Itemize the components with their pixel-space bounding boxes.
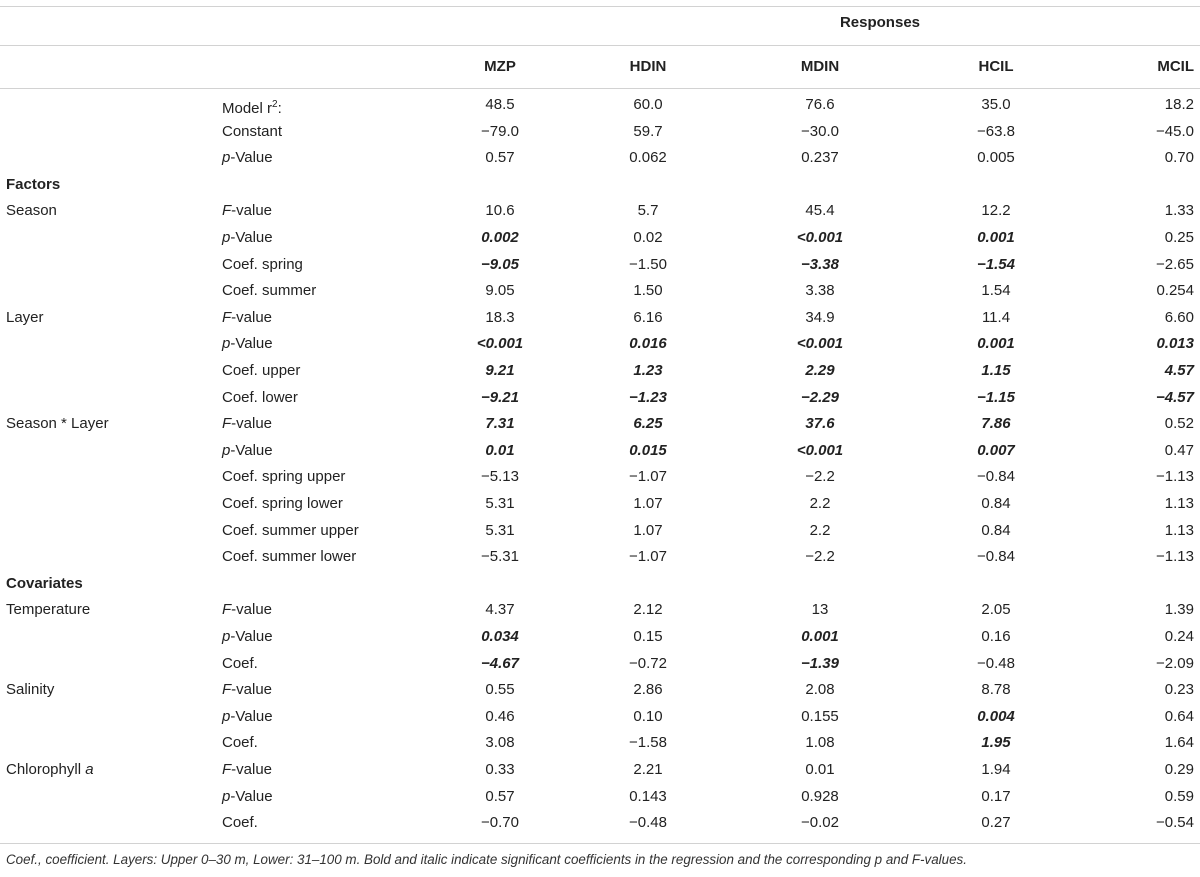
table-row <box>0 784 1200 810</box>
table-row <box>0 305 1200 331</box>
value-cell-hcil: 2.05 <box>981 601 1011 619</box>
value-cell-mzp: 5.31 <box>485 521 515 539</box>
value-cell-mzp: −79.0 <box>481 122 519 140</box>
value-cell-mzp: −5.13 <box>481 468 519 486</box>
value-cell-hcil: 8.78 <box>981 681 1011 699</box>
table-row <box>0 119 1200 145</box>
row-statistic-label: Coef. lower <box>222 388 298 406</box>
value-cell-hcil: 11.4 <box>981 308 1011 326</box>
value-cell-hdin: 60.0 <box>633 96 663 113</box>
row-statistic-label: p-Value <box>222 787 273 805</box>
value-cell-mzp: −0.70 <box>481 814 519 832</box>
section-label: Factors <box>6 175 61 193</box>
value-cell-mdin: 3.38 <box>805 282 835 300</box>
value-cell-hcil: 0.001 <box>977 229 1015 246</box>
value-cell-mzp: 0.002 <box>481 229 519 246</box>
table-row <box>0 518 1200 544</box>
section-header-row <box>0 571 1200 597</box>
column-header-hdin: HDIN <box>629 58 667 75</box>
value-cell-hcil: −1.15 <box>977 388 1015 406</box>
row-statistic-label: F-value <box>222 202 273 220</box>
value-cell-mdin: 1.08 <box>805 734 835 752</box>
value-cell-mdin: 0.001 <box>801 628 839 645</box>
value-cell-mdin: 2.2 <box>809 521 831 539</box>
table-row <box>0 278 1200 304</box>
value-cell-mcil: 4.57 <box>1164 362 1194 379</box>
row-statistic-label: Coef. spring <box>222 255 303 273</box>
value-cell-mzp: 0.55 <box>485 681 515 699</box>
value-cell-mcil: 18.2 <box>1164 96 1194 113</box>
value-cell-mdin: 37.6 <box>805 415 835 433</box>
value-cell-hdin: 6.16 <box>633 308 663 326</box>
value-cell-mcil: −1.13 <box>1156 548 1194 566</box>
value-cell-mcil: 0.29 <box>1164 761 1194 778</box>
value-cell-hcil: 0.84 <box>981 495 1011 512</box>
row-group-label: Season * Layer <box>6 415 109 433</box>
value-cell-hdin: −1.58 <box>629 734 667 752</box>
row-statistic-label: Coef. spring lower <box>222 495 343 512</box>
row-group-label: Season <box>6 202 57 220</box>
table-row <box>0 331 1200 357</box>
value-cell-hcil: 7.86 <box>981 415 1011 433</box>
row-group-label: Temperature <box>6 601 91 619</box>
value-cell-hdin: 2.21 <box>633 761 663 778</box>
responses-rule <box>0 45 1200 46</box>
value-cell-mdin: 2.2 <box>809 495 831 512</box>
value-cell-hdin: −1.23 <box>629 388 667 406</box>
row-statistic-label: p-Value <box>222 229 273 246</box>
value-cell-mcil: −45.0 <box>1156 122 1194 140</box>
value-cell-mcil: 0.70 <box>1164 149 1194 167</box>
value-cell-mcil: −2.65 <box>1156 255 1194 273</box>
value-cell-mcil: 0.59 <box>1164 787 1194 805</box>
value-cell-hcil: 0.007 <box>977 441 1015 459</box>
value-cell-hdin: 1.07 <box>633 521 663 539</box>
table-row <box>0 597 1200 623</box>
value-cell-hcil: −0.84 <box>977 468 1015 486</box>
table-row <box>0 810 1200 836</box>
table-row <box>0 757 1200 783</box>
value-cell-hcil: 35.0 <box>981 96 1011 113</box>
table-row <box>0 92 1200 118</box>
value-cell-mdin: −0.02 <box>801 814 839 832</box>
row-statistic-label: p-Value <box>222 441 273 459</box>
value-cell-mcil: 0.23 <box>1164 681 1194 699</box>
value-cell-mzp: 4.37 <box>485 601 515 619</box>
value-cell-mdin: −30.0 <box>801 122 839 140</box>
value-cell-mdin: 34.9 <box>805 308 835 326</box>
table-row <box>0 651 1200 677</box>
value-cell-hdin: 1.50 <box>633 282 663 300</box>
row-statistic-label: Model $r^2$: <box>222 99 282 117</box>
value-cell-mcil: 0.47 <box>1164 441 1194 459</box>
table-bottom-rule <box>0 843 1200 844</box>
value-cell-mdin: <0.001 <box>796 229 844 246</box>
table-row <box>0 704 1200 730</box>
value-cell-mdin: −2.2 <box>805 548 835 566</box>
value-cell-mdin: 0.01 <box>805 761 835 778</box>
value-cell-hdin: 1.23 <box>633 362 663 379</box>
table-row <box>0 464 1200 490</box>
row-statistic-label: Coef. summer <box>222 282 317 300</box>
value-cell-hdin: 0.015 <box>629 441 667 459</box>
value-cell-hdin: 59.7 <box>633 122 663 140</box>
value-cell-hcil: −63.8 <box>977 122 1015 140</box>
column-header-hcil: HCIL <box>978 58 1014 75</box>
table-row <box>0 491 1200 517</box>
value-cell-hcil: −1.54 <box>977 255 1015 273</box>
value-cell-hcil: 1.15 <box>981 362 1011 379</box>
value-cell-mdin: 2.08 <box>805 681 835 699</box>
value-cell-mzp: −4.67 <box>481 654 519 672</box>
value-cell-hdin: −1.07 <box>629 548 667 566</box>
table-row <box>0 624 1200 650</box>
table-row <box>0 677 1200 703</box>
value-cell-mzp: −9.21 <box>481 388 519 406</box>
value-cell-mzp: 0.46 <box>485 707 515 725</box>
value-cell-mzp: 0.57 <box>485 787 515 805</box>
value-cell-mzp: 0.33 <box>485 761 515 778</box>
value-cell-hdin: −1.07 <box>629 468 667 486</box>
value-cell-hcil: −0.84 <box>977 548 1015 566</box>
row-statistic-label: F-value <box>222 761 273 778</box>
row-group-label: Chlorophyll a <box>6 761 94 778</box>
value-cell-mzp: 9.05 <box>485 282 515 300</box>
value-cell-mzp: 0.034 <box>481 628 519 645</box>
row-statistic-label: F-value <box>222 601 273 619</box>
row-statistic-label: Coef. summer lower <box>222 548 357 566</box>
section-header-row <box>0 172 1200 198</box>
value-cell-mzp: 7.31 <box>485 415 515 433</box>
header-rule <box>0 88 1200 89</box>
row-statistic-label: Coef. summer upper <box>222 521 359 539</box>
value-cell-mcil: 1.13 <box>1164 495 1194 512</box>
value-cell-mdin: <0.001 <box>796 441 844 459</box>
table-row <box>0 145 1200 171</box>
value-cell-mdin: 13 <box>811 601 829 619</box>
value-cell-mzp: 9.21 <box>485 362 515 379</box>
column-header-mcil: MCIL <box>1157 58 1194 75</box>
value-cell-hcil: 0.005 <box>977 149 1015 167</box>
value-cell-mzp: −5.31 <box>481 548 519 566</box>
row-statistic-label: Coef. <box>222 814 258 832</box>
table-row <box>0 198 1200 224</box>
value-cell-hdin: −0.72 <box>629 654 667 672</box>
value-cell-mcil: −4.57 <box>1156 388 1194 406</box>
row-statistic-label: Coef. <box>222 734 258 752</box>
value-cell-hdin: 1.07 <box>633 495 663 512</box>
table-row <box>0 358 1200 384</box>
value-cell-mcil: 0.64 <box>1164 707 1194 725</box>
column-header-mzp: MZP <box>484 58 516 75</box>
column-header-mdin: MDIN <box>800 58 840 75</box>
value-cell-mcil: 6.60 <box>1164 308 1194 326</box>
table-row <box>0 438 1200 464</box>
value-cell-mdin: −3.38 <box>801 255 839 273</box>
row-statistic-label: Coef. <box>222 654 258 672</box>
value-cell-mcil: 1.64 <box>1164 734 1194 752</box>
value-cell-mdin: 76.6 <box>805 96 835 113</box>
value-cell-hdin: −1.50 <box>629 255 667 273</box>
table-row <box>0 252 1200 278</box>
value-cell-mzp: 10.6 <box>485 202 515 220</box>
row-statistic-label: Coef. spring upper <box>222 468 346 486</box>
value-cell-mcil: 1.33 <box>1164 202 1194 220</box>
value-cell-hdin: 2.12 <box>633 601 663 619</box>
column-header-row <box>0 54 1200 80</box>
value-cell-hcil: 0.84 <box>981 521 1011 539</box>
table-row <box>0 225 1200 251</box>
value-cell-mcil: 0.25 <box>1164 229 1194 246</box>
row-statistic-label: p-Value <box>222 335 273 353</box>
value-cell-hcil: 0.17 <box>981 787 1011 805</box>
value-cell-mzp: <0.001 <box>476 335 524 353</box>
value-cell-hcil: 1.94 <box>981 761 1011 778</box>
row-statistic-label: p-Value <box>222 149 273 167</box>
value-cell-hcil: −0.48 <box>977 654 1015 672</box>
value-cell-hdin: 0.016 <box>629 335 667 353</box>
value-cell-mdin: −2.29 <box>801 388 839 406</box>
row-statistic-label: p-Value <box>222 628 273 645</box>
row-group-label: Layer <box>6 308 44 326</box>
value-cell-mdin: 0.237 <box>801 149 839 167</box>
value-cell-mdin: 0.155 <box>801 707 839 725</box>
row-statistic-label: Coef. upper <box>222 362 301 379</box>
value-cell-mzp: 18.3 <box>485 308 515 326</box>
value-cell-hcil: 0.27 <box>981 814 1011 832</box>
responses-header: Responses <box>839 14 921 31</box>
value-cell-hdin: −0.48 <box>629 814 667 832</box>
table-footnote: Coef., coefficient. Layers: Upper 0–30 m, Lower: 31–100 m. Bold and italic indicate significant coefficients in the regression and the corresponding p and F-values. <box>6 852 967 867</box>
value-cell-mzp: 0.01 <box>485 441 515 459</box>
value-cell-hcil: 0.004 <box>977 707 1015 725</box>
value-cell-mdin: 0.928 <box>801 787 839 805</box>
row-statistic-label: F-value <box>222 415 273 433</box>
value-cell-mdin: −1.39 <box>801 654 839 672</box>
value-cell-hcil: 0.16 <box>981 628 1011 645</box>
row-statistic-label: F-value <box>222 308 273 326</box>
table-row <box>0 730 1200 756</box>
table-row <box>0 411 1200 437</box>
value-cell-hdin: 0.10 <box>633 707 663 725</box>
value-cell-mcil: 0.24 <box>1164 628 1194 645</box>
value-cell-mzp: −9.05 <box>481 255 519 273</box>
value-cell-mcil: 0.254 <box>1156 282 1194 300</box>
value-cell-hcil: 1.95 <box>981 734 1011 752</box>
row-statistic-label: p-Value <box>222 707 273 725</box>
table-row <box>0 544 1200 570</box>
row-group-label: Salinity <box>6 681 55 699</box>
value-cell-mcil: 1.13 <box>1164 521 1194 539</box>
row-statistic-label: F-value <box>222 681 273 699</box>
value-cell-hcil: 12.2 <box>981 202 1011 220</box>
value-cell-mcil: 0.52 <box>1164 415 1194 433</box>
value-cell-mcil: −1.13 <box>1156 468 1194 486</box>
value-cell-hcil: 0.001 <box>977 335 1015 353</box>
table-top-rule <box>0 6 1200 7</box>
value-cell-mzp: 5.31 <box>485 495 515 512</box>
value-cell-mcil: 1.39 <box>1164 601 1194 619</box>
value-cell-hdin: 6.25 <box>633 415 663 433</box>
table-row <box>0 385 1200 411</box>
value-cell-mzp: 0.57 <box>485 149 515 167</box>
value-cell-mdin: −2.2 <box>805 468 835 486</box>
value-cell-hdin: 2.86 <box>633 681 663 699</box>
value-cell-hdin: 0.02 <box>633 229 663 246</box>
value-cell-mdin: <0.001 <box>796 335 844 353</box>
value-cell-mcil: −0.54 <box>1156 814 1194 832</box>
value-cell-hcil: 1.54 <box>981 282 1011 300</box>
value-cell-hdin: 0.062 <box>629 149 667 167</box>
value-cell-mcil: 0.013 <box>1156 335 1194 353</box>
value-cell-mzp: 3.08 <box>485 734 515 752</box>
value-cell-hdin: 0.15 <box>633 628 663 645</box>
section-label: Covariates <box>6 574 83 592</box>
value-cell-mdin: 2.29 <box>805 362 835 379</box>
value-cell-mcil: −2.09 <box>1156 654 1194 672</box>
value-cell-hdin: 5.7 <box>637 202 659 220</box>
value-cell-mdin: 45.4 <box>805 202 835 220</box>
value-cell-mzp: 48.5 <box>485 96 515 113</box>
value-cell-hdin: 0.143 <box>629 787 667 805</box>
row-statistic-label: Constant <box>222 122 283 140</box>
